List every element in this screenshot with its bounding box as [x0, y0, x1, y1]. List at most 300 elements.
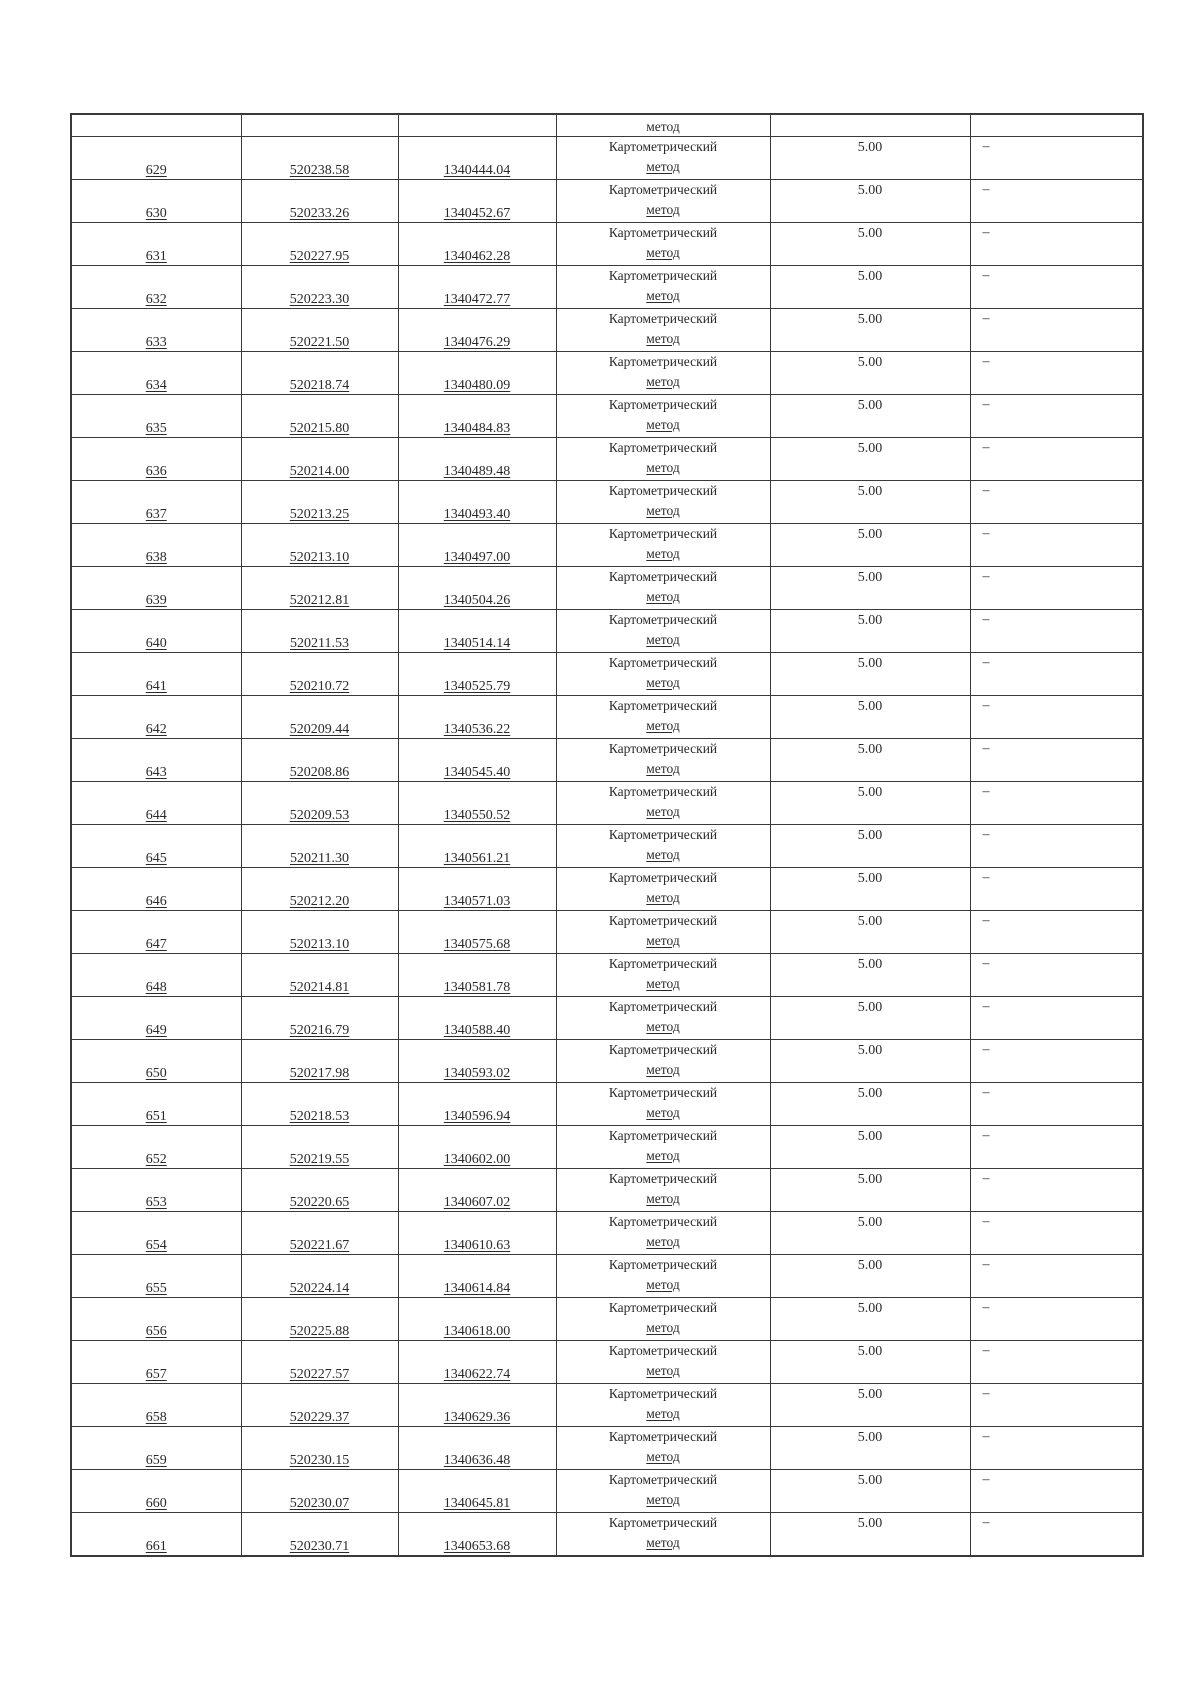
cell-y-coordinate — [398, 911, 556, 954]
table-row — [71, 395, 1143, 438]
cell-note — [970, 653, 1143, 696]
y-coordinate: 1340472.77 — [443, 292, 511, 307]
method-text — [557, 1298, 770, 1338]
y-coordinate: 1340581.78 — [443, 980, 511, 995]
y-coordinate: 1340614.84 — [443, 1281, 511, 1296]
x-coordinate: 520211.30 — [290, 851, 349, 866]
x-coordinate: 520230.07 — [289, 1496, 350, 1511]
method-text — [557, 352, 770, 392]
cell-point-number — [71, 352, 241, 395]
note-dash: – — [982, 913, 990, 928]
method-line-1: Картометрический — [608, 1042, 718, 1057]
cell-precision — [770, 1427, 970, 1470]
cell-precision — [770, 1212, 970, 1255]
y-coordinate: 1340493.40 — [443, 507, 511, 522]
point-number: 642 — [145, 722, 167, 737]
cell-note — [970, 223, 1143, 266]
method-text — [557, 739, 770, 779]
point-number: 635 — [145, 421, 167, 436]
cell-point-number — [71, 1341, 241, 1384]
table-row — [71, 223, 1143, 266]
method-continuation-text: метод — [646, 119, 680, 134]
x-coordinate: 520210.72 — [289, 679, 350, 694]
cell-x-coordinate — [241, 180, 398, 223]
note-dash: – — [982, 741, 990, 756]
cell-point-number — [71, 438, 241, 481]
x-coordinate: 520213.10 — [289, 550, 350, 565]
cell-precision — [770, 1255, 970, 1298]
y-coordinate: 1340588.40 — [443, 1023, 511, 1038]
cell-point-number — [71, 1169, 241, 1212]
method-text — [557, 1427, 770, 1467]
cell-point-number — [71, 114, 241, 137]
cell-x-coordinate — [241, 309, 398, 352]
cell-note — [970, 911, 1143, 954]
cell-method — [556, 825, 770, 868]
cell-method — [556, 739, 770, 782]
cell-precision — [770, 825, 970, 868]
method-text — [557, 524, 770, 564]
method-line-2: метод — [646, 374, 680, 389]
cell-precision — [770, 481, 970, 524]
method-line-1: Картометрический — [608, 655, 718, 670]
precision-value: 5.00 — [857, 570, 883, 585]
method-line-2: метод — [646, 1019, 680, 1034]
cell-method — [556, 1513, 770, 1557]
cell-precision — [770, 911, 970, 954]
x-coordinate: 520225.88 — [289, 1324, 350, 1339]
method-line-1: Картометрический — [608, 612, 718, 627]
method-line-2: метод — [646, 245, 680, 260]
point-number: 651 — [145, 1109, 167, 1124]
y-coordinate: 1340571.03 — [443, 894, 511, 909]
table-row — [71, 825, 1143, 868]
cell-x-coordinate — [241, 137, 398, 180]
precision-value: 5.00 — [857, 871, 883, 886]
method-line-1: Картометрический — [608, 139, 718, 154]
cell-y-coordinate — [398, 266, 556, 309]
cell-x-coordinate — [241, 524, 398, 567]
table-row — [71, 1255, 1143, 1298]
point-number: 644 — [145, 808, 167, 823]
cell-x-coordinate — [241, 782, 398, 825]
cell-method — [556, 1341, 770, 1384]
cell-precision — [770, 1083, 970, 1126]
x-coordinate: 520208.86 — [289, 765, 350, 780]
cell-precision — [770, 782, 970, 825]
x-coordinate: 520215.80 — [289, 421, 350, 436]
cell-method — [556, 954, 770, 997]
method-text — [557, 954, 770, 994]
point-number: 649 — [145, 1023, 167, 1038]
cell-y-coordinate — [398, 696, 556, 739]
cell-x-coordinate — [241, 266, 398, 309]
note-dash: – — [982, 268, 990, 283]
point-number: 648 — [145, 980, 167, 995]
method-text — [557, 1470, 770, 1510]
x-coordinate: 520229.37 — [289, 1410, 350, 1425]
table-row — [71, 567, 1143, 610]
note-dash: – — [982, 1300, 990, 1315]
note-dash: – — [982, 1515, 990, 1530]
cell-note — [970, 1427, 1143, 1470]
method-text — [557, 610, 770, 650]
cell-note — [970, 1341, 1143, 1384]
coordinates-table-body — [71, 114, 1143, 1556]
method-line-2: метод — [646, 1535, 680, 1550]
method-text — [557, 438, 770, 478]
cell-y-coordinate — [398, 137, 556, 180]
cell-x-coordinate — [241, 868, 398, 911]
precision-value: 5.00 — [857, 699, 883, 714]
table-row — [71, 1341, 1143, 1384]
point-number: 653 — [145, 1195, 167, 1210]
note-dash: – — [982, 1343, 990, 1358]
cell-y-coordinate — [398, 481, 556, 524]
cell-precision — [770, 1513, 970, 1557]
precision-value: 5.00 — [857, 613, 883, 628]
point-number: 659 — [145, 1453, 167, 1468]
cell-x-coordinate — [241, 395, 398, 438]
method-line-2: метод — [646, 1234, 680, 1249]
y-coordinate: 1340636.48 — [443, 1453, 511, 1468]
y-coordinate: 1340462.28 — [443, 249, 511, 264]
x-coordinate: 520209.44 — [289, 722, 350, 737]
cell-x-coordinate — [241, 825, 398, 868]
cell-y-coordinate — [398, 782, 556, 825]
cell-precision — [770, 266, 970, 309]
note-dash: – — [982, 999, 990, 1014]
point-number: 632 — [145, 292, 167, 307]
precision-value: 5.00 — [857, 1430, 883, 1445]
cell-method — [556, 524, 770, 567]
method-line-2: метод — [646, 890, 680, 905]
method-text — [557, 911, 770, 951]
method-text — [557, 1255, 770, 1295]
cell-point-number — [71, 1470, 241, 1513]
note-dash: – — [982, 1171, 990, 1186]
method-line-2: метод — [646, 933, 680, 948]
x-coordinate: 520219.55 — [289, 1152, 350, 1167]
point-number: 641 — [145, 679, 167, 694]
method-line-2: метод — [646, 1191, 680, 1206]
method-line-2: метод — [646, 589, 680, 604]
cell-point-number — [71, 610, 241, 653]
method-text — [557, 1341, 770, 1381]
cell-note — [970, 1040, 1143, 1083]
point-number: 660 — [145, 1496, 167, 1511]
method-line-1: Картометрический — [608, 1171, 718, 1186]
cell-point-number — [71, 1126, 241, 1169]
note-dash: – — [982, 354, 990, 369]
cell-x-coordinate — [241, 1513, 398, 1557]
precision-value: 5.00 — [857, 785, 883, 800]
cell-precision — [770, 1040, 970, 1083]
method-text — [557, 481, 770, 521]
cell-point-number — [71, 223, 241, 266]
cell-point-number — [71, 1040, 241, 1083]
cell-y-coordinate — [398, 1083, 556, 1126]
note-dash: – — [982, 526, 990, 541]
note-dash: – — [982, 956, 990, 971]
method-line-2: метод — [646, 847, 680, 862]
cell-precision — [770, 954, 970, 997]
cell-precision — [770, 1169, 970, 1212]
method-line-1: Картометрический — [608, 1343, 718, 1358]
table-row — [71, 180, 1143, 223]
method-line-2: метод — [646, 1277, 680, 1292]
method-text — [557, 782, 770, 822]
note-dash: – — [982, 311, 990, 326]
cell-point-number — [71, 868, 241, 911]
x-coordinate: 520213.10 — [289, 937, 350, 952]
table-row — [71, 1083, 1143, 1126]
method-line-1: Картометрический — [608, 397, 718, 412]
precision-value: 5.00 — [857, 1043, 883, 1058]
precision-value: 5.00 — [857, 1344, 883, 1359]
method-line-1: Картометрический — [608, 311, 718, 326]
y-coordinate: 1340545.40 — [443, 765, 511, 780]
table-row — [71, 1169, 1143, 1212]
method-line-1: Картометрический — [608, 698, 718, 713]
cell-y-coordinate — [398, 610, 556, 653]
table-row — [71, 1427, 1143, 1470]
cell-y-coordinate — [398, 395, 556, 438]
point-number: 643 — [145, 765, 167, 780]
y-coordinate: 1340497.00 — [443, 550, 511, 565]
point-number: 658 — [145, 1410, 167, 1425]
table-row — [71, 782, 1143, 825]
y-coordinate: 1340618.00 — [443, 1324, 511, 1339]
note-dash: – — [982, 1386, 990, 1401]
x-coordinate: 520209.53 — [289, 808, 350, 823]
cell-precision — [770, 438, 970, 481]
x-coordinate: 520223.30 — [289, 292, 350, 307]
cell-y-coordinate — [398, 180, 556, 223]
method-line-2: метод — [646, 1105, 680, 1120]
y-coordinate: 1340452.67 — [443, 206, 511, 221]
method-text — [557, 868, 770, 908]
precision-value: 5.00 — [857, 656, 883, 671]
cell-method — [556, 1427, 770, 1470]
precision-value: 5.00 — [857, 355, 883, 370]
x-coordinate: 520233.26 — [289, 206, 350, 221]
cell-method — [556, 653, 770, 696]
method-line-2: метод — [646, 632, 680, 647]
point-number: 652 — [145, 1152, 167, 1167]
table-row — [71, 696, 1143, 739]
cell-note — [970, 696, 1143, 739]
method-text — [557, 1169, 770, 1209]
y-coordinate: 1340607.02 — [443, 1195, 511, 1210]
cell-note — [970, 1255, 1143, 1298]
cell-point-number — [71, 395, 241, 438]
note-dash: – — [982, 1128, 990, 1143]
x-coordinate: 520212.81 — [289, 593, 350, 608]
cell-point-number — [71, 309, 241, 352]
table-row — [71, 954, 1143, 997]
cell-x-coordinate — [241, 954, 398, 997]
cell-method — [556, 610, 770, 653]
x-coordinate: 520212.20 — [289, 894, 350, 909]
cell-precision — [770, 739, 970, 782]
method-line-2: метод — [646, 331, 680, 346]
method-line-1: Картометрический — [608, 354, 718, 369]
note-dash: – — [982, 483, 990, 498]
method-text — [557, 567, 770, 607]
method-line-2: метод — [646, 1406, 680, 1421]
cell-method — [556, 266, 770, 309]
method-line-1: Картометрический — [608, 268, 718, 283]
y-coordinate: 1340602.00 — [443, 1152, 511, 1167]
cell-y-coordinate — [398, 352, 556, 395]
cell-y-coordinate — [398, 1341, 556, 1384]
y-coordinate: 1340504.26 — [443, 593, 511, 608]
cell-x-coordinate — [241, 696, 398, 739]
method-line-1: Картометрический — [608, 999, 718, 1014]
precision-value: 5.00 — [857, 183, 883, 198]
precision-value: 5.00 — [857, 1387, 883, 1402]
method-line-1: Картометрический — [608, 225, 718, 240]
cell-x-coordinate — [241, 1427, 398, 1470]
method-line-1: Картометрический — [608, 526, 718, 541]
cell-method — [556, 395, 770, 438]
precision-value: 5.00 — [857, 1086, 883, 1101]
point-number: 639 — [145, 593, 167, 608]
method-text — [557, 309, 770, 349]
cell-y-coordinate — [398, 1513, 556, 1557]
precision-value: 5.00 — [857, 828, 883, 843]
point-number: 656 — [145, 1324, 167, 1339]
cell-point-number — [71, 782, 241, 825]
point-number: 657 — [145, 1367, 167, 1382]
table-row — [71, 911, 1143, 954]
cell-method — [556, 1255, 770, 1298]
precision-value: 5.00 — [857, 312, 883, 327]
cell-point-number — [71, 1298, 241, 1341]
cell-note — [970, 610, 1143, 653]
cell-y-coordinate — [398, 438, 556, 481]
cell-method — [556, 1083, 770, 1126]
table-row — [71, 438, 1143, 481]
table-row — [71, 1126, 1143, 1169]
cell-note — [970, 1470, 1143, 1513]
y-coordinate: 1340525.79 — [443, 679, 511, 694]
cell-point-number — [71, 696, 241, 739]
cell-x-coordinate — [241, 438, 398, 481]
x-coordinate: 520224.14 — [289, 1281, 350, 1296]
cell-y-coordinate — [398, 739, 556, 782]
cell-note — [970, 1083, 1143, 1126]
y-coordinate: 1340480.09 — [443, 378, 511, 393]
x-coordinate: 520230.71 — [289, 1539, 350, 1554]
cell-point-number — [71, 180, 241, 223]
table-row — [71, 997, 1143, 1040]
cell-note — [970, 739, 1143, 782]
cell-point-number — [71, 1384, 241, 1427]
cell-method — [556, 1169, 770, 1212]
cell-y-coordinate — [398, 997, 556, 1040]
precision-value: 5.00 — [857, 269, 883, 284]
table-row — [71, 1212, 1143, 1255]
method-text — [557, 180, 770, 220]
point-number: 647 — [145, 937, 167, 952]
cell-note — [970, 868, 1143, 911]
table-row — [71, 653, 1143, 696]
table-row — [71, 266, 1143, 309]
x-coordinate: 520227.57 — [289, 1367, 350, 1382]
continuation-row — [71, 114, 1143, 137]
table-row — [71, 137, 1143, 180]
method-text — [557, 137, 770, 177]
method-line-1: Картометрический — [608, 1429, 718, 1444]
method-text — [557, 1384, 770, 1424]
precision-value: 5.00 — [857, 441, 883, 456]
cell-x-coordinate — [241, 114, 398, 137]
method-line-1: Картометрический — [608, 827, 718, 842]
cell-method — [556, 1384, 770, 1427]
cell-method — [556, 696, 770, 739]
precision-value: 5.00 — [857, 1172, 883, 1187]
method-line-2: метод — [646, 718, 680, 733]
cell-y-coordinate — [398, 309, 556, 352]
cell-y-coordinate — [398, 653, 556, 696]
cell-y-coordinate — [398, 223, 556, 266]
method-text — [557, 997, 770, 1037]
method-line-1: Картометрический — [608, 1128, 718, 1143]
method-line-2: метод — [646, 460, 680, 475]
table-row — [71, 1513, 1143, 1557]
precision-value: 5.00 — [857, 742, 883, 757]
cell-note — [970, 782, 1143, 825]
x-coordinate: 520213.25 — [289, 507, 350, 522]
point-number: 636 — [145, 464, 167, 479]
cell-note — [970, 524, 1143, 567]
y-coordinate: 1340550.52 — [443, 808, 511, 823]
y-coordinate: 1340536.22 — [443, 722, 511, 737]
method-line-1: Картометрический — [608, 1386, 718, 1401]
y-coordinate: 1340593.02 — [443, 1066, 511, 1081]
cell-point-number — [71, 1255, 241, 1298]
cell-x-coordinate — [241, 1126, 398, 1169]
y-coordinate: 1340629.36 — [443, 1410, 511, 1425]
method-text — [557, 1040, 770, 1080]
note-dash: – — [982, 569, 990, 584]
note-dash: – — [982, 1257, 990, 1272]
method-line-2: метод — [646, 1320, 680, 1335]
cell-note — [970, 1513, 1143, 1557]
cell-method — [556, 180, 770, 223]
y-coordinate: 1340476.29 — [443, 335, 511, 350]
note-dash: – — [982, 182, 990, 197]
precision-value: 5.00 — [857, 484, 883, 499]
method-line-2: метод — [646, 417, 680, 432]
x-coordinate: 520217.98 — [289, 1066, 350, 1081]
cell-method — [556, 1212, 770, 1255]
x-coordinate: 520221.67 — [289, 1238, 350, 1253]
precision-value: 5.00 — [857, 1516, 883, 1531]
table-row — [71, 739, 1143, 782]
cell-x-coordinate — [241, 1298, 398, 1341]
table-row — [71, 309, 1143, 352]
cell-point-number — [71, 524, 241, 567]
method-text — [557, 825, 770, 865]
cell-point-number — [71, 1212, 241, 1255]
note-dash: – — [982, 440, 990, 455]
cell-method — [556, 567, 770, 610]
cell-note — [970, 352, 1143, 395]
cell-method — [556, 782, 770, 825]
